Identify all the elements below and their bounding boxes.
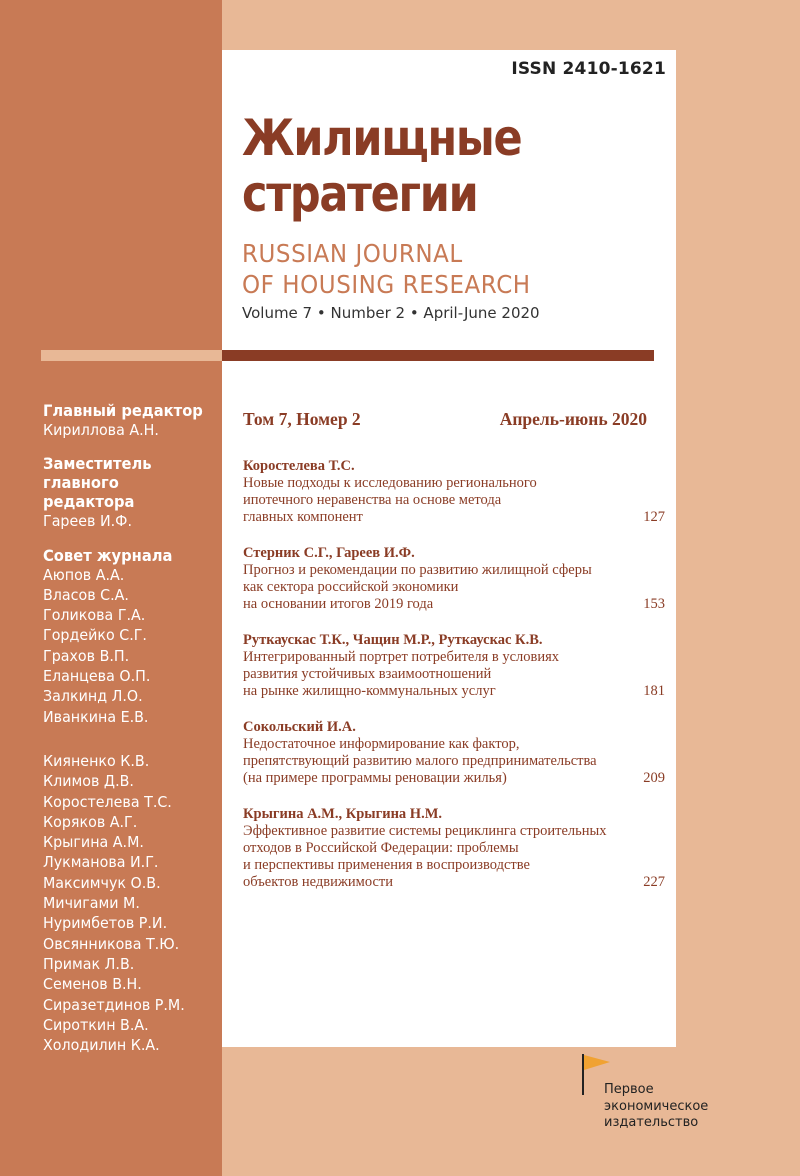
board-member: Нуримбетов Р.И. <box>43 914 168 933</box>
board-member: Климов Д.В. <box>43 772 134 791</box>
toc-page-number: 153 <box>643 596 665 612</box>
divider-bar-dark <box>222 350 654 361</box>
toc-authors: Крыгина А.М., Крыгина Н.М. <box>243 806 443 822</box>
issn: ISSN 2410-1621 <box>511 59 666 79</box>
deputy-editor-name: Гареев И.Ф. <box>43 512 132 531</box>
deputy-label-line-2: главного редактора <box>43 473 135 512</box>
board-member: Мичигами М. <box>43 894 140 913</box>
board-member: Кияненко К.В. <box>43 751 150 770</box>
journal-title-ru <box>242 110 521 222</box>
title-en-line-2: OF HOUSING RESEARCH <box>242 270 531 299</box>
title-en-line-1: RUSSIAN JOURNAL <box>242 239 463 268</box>
board-member: Еланцева О.П. <box>43 667 151 686</box>
toc-page-number: 227 <box>643 874 665 890</box>
board-member: Крыгина А.М. <box>43 833 144 852</box>
board-group-1 <box>43 565 204 727</box>
board-member: Сироткин В.А. <box>43 1015 149 1034</box>
chief-editor-label: Главный редактор <box>43 401 203 420</box>
board-block <box>43 546 204 1056</box>
toc-entry <box>243 632 665 700</box>
title-ru-line-2: стратегии <box>242 165 478 223</box>
publisher-name <box>604 1082 708 1132</box>
board-gap <box>43 727 204 751</box>
issue-header <box>243 409 647 430</box>
board-member: Максимчук О.В. <box>43 873 161 892</box>
toc-page-number: 209 <box>643 770 665 786</box>
toc-page-number: 181 <box>643 683 665 699</box>
toc-entry <box>243 719 665 787</box>
board-member: Лукманова И.Г. <box>43 853 159 872</box>
board-label: Совет журнала <box>43 545 173 565</box>
board-member: Гордейко С.Г. <box>43 626 147 645</box>
chief-editor-name: Кириллова А.Н. <box>43 421 159 439</box>
editorial-board <box>43 401 204 1055</box>
deputy-editor-block <box>43 454 204 531</box>
chief-editor-block <box>43 401 204 440</box>
toc-authors: Руткаускас Т.К., Чащин М.Р., Руткаускас К.В. <box>243 632 543 648</box>
volume-line: Volume 7 • Number 2 • April-June 2020 <box>242 304 540 322</box>
board-member: Семенов В.Н. <box>43 975 142 994</box>
toc-page-number: 127 <box>643 509 665 525</box>
issue-date: Апрель-июнь 2020 <box>499 409 647 429</box>
board-member: Овсянникова Т.Ю. <box>43 934 180 953</box>
toc-entry <box>243 806 665 891</box>
publisher-line-3: издательство <box>604 1115 699 1130</box>
toc-article-title: Интегрированный портрет потребителя в условиях развития устойчивых взаимоотношений на рынке жилищно-коммунальных услуг <box>243 649 560 699</box>
board-member: Коряков А.Г. <box>43 812 138 831</box>
toc-entry <box>243 458 665 526</box>
issue-volume-number: Том 7, Номер 2 <box>243 409 361 429</box>
divider-bar-light <box>41 350 223 361</box>
table-of-contents <box>243 458 665 910</box>
toc-article-title: Прогноз и рекомендации по развитию жилищной сферы как сектора российской экономики на основании итогов 2019 года <box>243 562 592 612</box>
toc-authors: Сокольский И.А. <box>243 719 356 735</box>
toc-article-title: Новые подходы к исследованию регионального ипотечного неравенства на основе метода главных компонент <box>243 475 537 525</box>
toc-authors: Коростелева Т.С. <box>243 458 355 474</box>
board-member: Аюпов А.А. <box>43 565 125 584</box>
toc-entry <box>243 545 665 613</box>
board-member: Холодилин К.А. <box>43 1036 160 1055</box>
toc-authors: Стерник С.Г., Гареев И.Ф. <box>243 545 415 561</box>
publisher-line-1: Первое <box>604 1082 654 1097</box>
board-member: Сиразетдинов Р.М. <box>43 995 185 1014</box>
deputy-label-line-1: Заместитель <box>43 454 152 474</box>
board-member: Иванкина Е.В. <box>43 707 149 726</box>
toc-article-title: Недостаточное информирование как фактор, препятствующий развитию малого предпринимательства (на примере программы реновации жилья) <box>243 736 597 786</box>
board-group-2 <box>43 751 204 1055</box>
board-member: Примак Л.В. <box>43 954 135 973</box>
board-member: Коростелева Т.С. <box>43 792 172 811</box>
title-ru-line-1: Жилищные <box>242 109 522 167</box>
publisher-line-2: экономическое <box>604 1098 709 1114</box>
journal-title-en <box>242 238 531 300</box>
board-member: Голикова Г.А. <box>43 606 146 625</box>
board-member: Залкинд Л.О. <box>43 687 143 706</box>
toc-article-title: Эффективное развитие системы рециклинга строительных отходов в Российской Федерации: проблемы и перспективы применения в воспроизводстве объектов недвижимости <box>243 823 607 890</box>
board-member: Грахов В.П. <box>43 646 130 665</box>
board-member: Власов С.А. <box>43 585 129 604</box>
